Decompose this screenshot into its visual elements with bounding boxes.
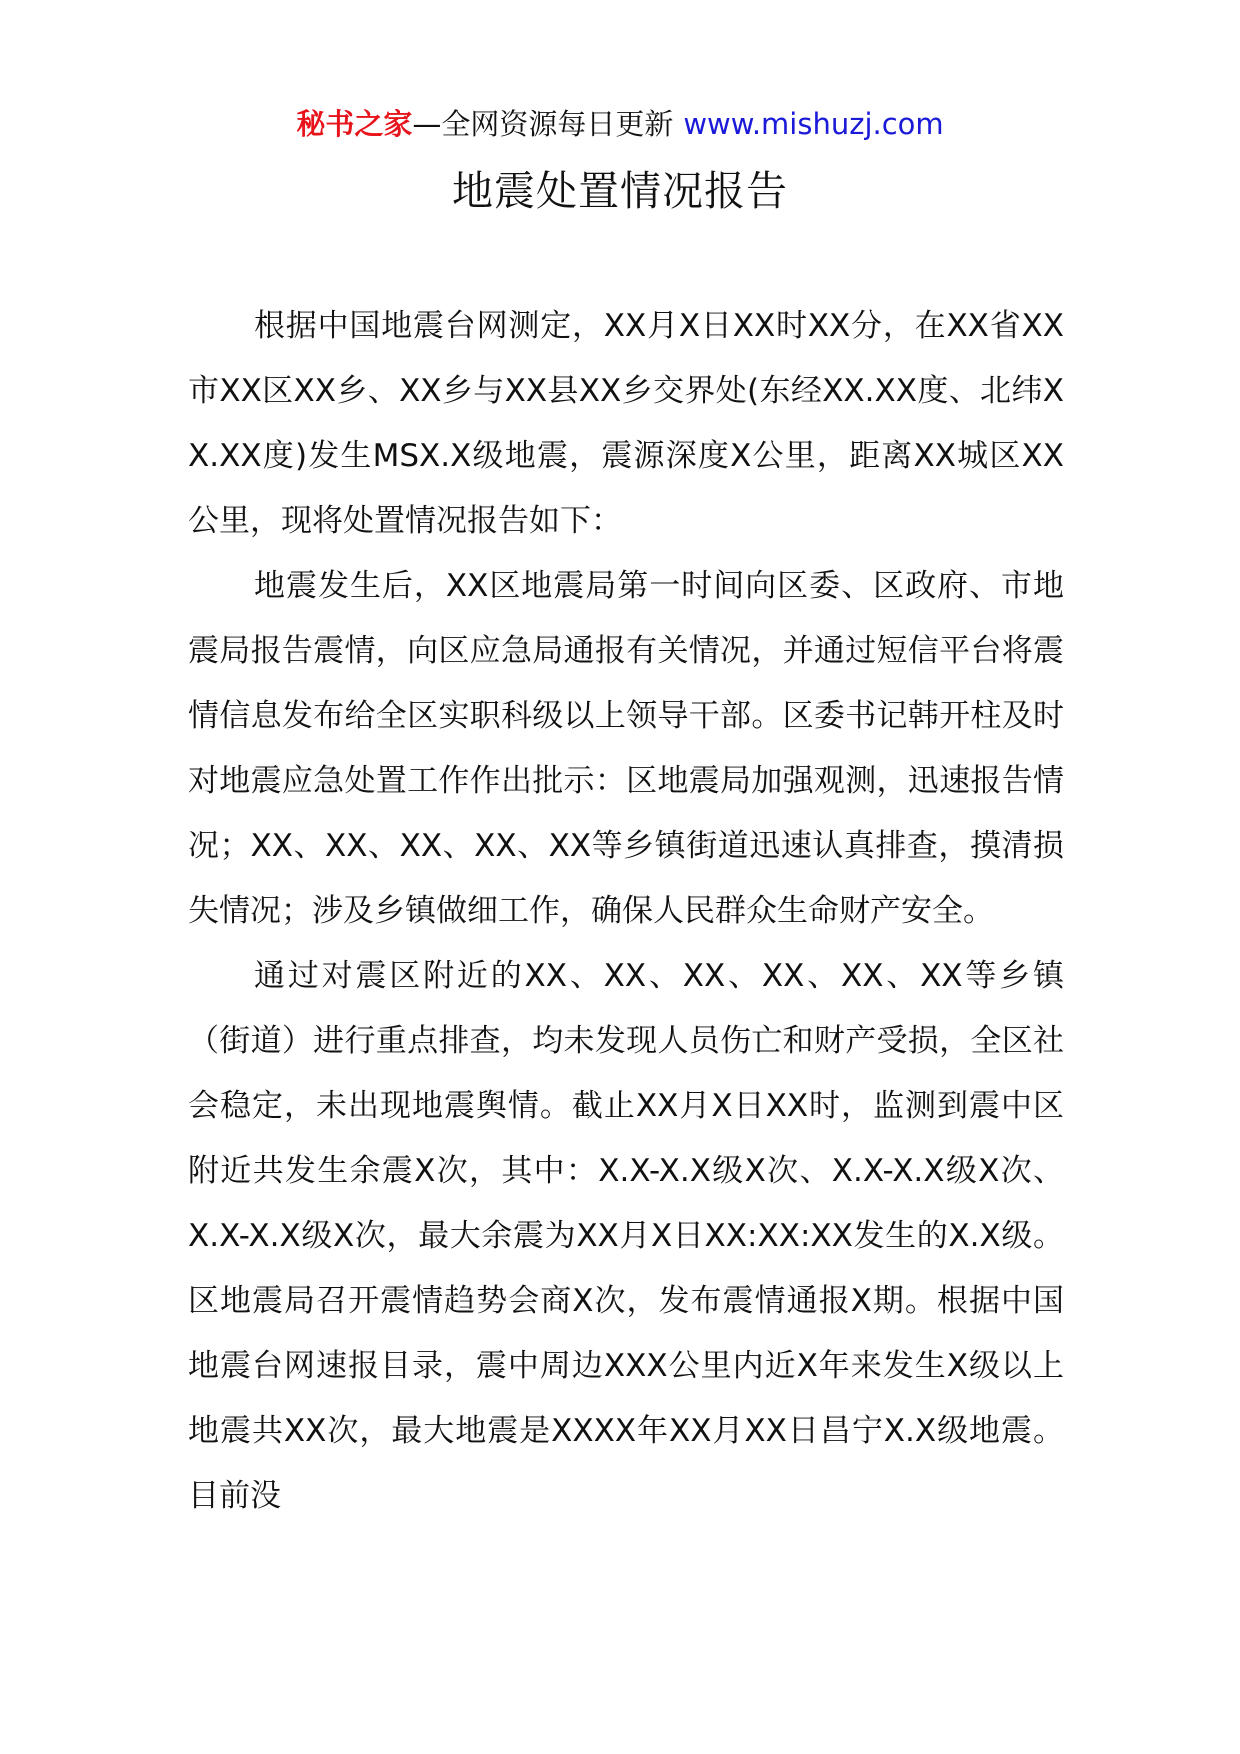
paragraph-response: 地震发生后，XX区地震局第一时间向区委、区政府、市地震局报告震情，向区应急局通报有关情况，并通过短信平台将震情信息发布给全区实职科级以上领导干部。区委书记韩开柱及时对地震应急处置工作作出批示：区地震局加强观测，迅速报告情况；XX、XX、XX、XX、XX等乡镇街道迅速认真排查，摸清损失情况；涉及乡镇做细工作，确保人民群众生命财产安全。: [188, 568, 1064, 929]
site-brand: 秘书之家: [296, 107, 413, 141]
site-slogan: —全网资源每日更新: [412, 107, 674, 141]
paragraph-intro: 根据中国地震台网测定，XX月X日XX时XX分，在XX省XX市XX区XX乡、XX乡与XX县XX乡交界处(东经XX.XX度、北纬XX.XX度)发生MSX.X级地震，震源深度X公里，距离XX城区XX公里，现将处置情况报告如下：: [188, 308, 1064, 539]
paragraph-investigation: 通过对震区附近的XX、XX、XX、XX、XX、XX等乡镇（街道）进行重点排查，均未发现人员伤亡和财产受损，全区社会稳定，未出现地震舆情。截止XX月X日XX时，监测到震中区附近共发生余震X次，其中：X.X-X.X级X次、X.X-X.X级X次、X.X-X.X级X次，最大余震为XX月X日XX:XX:XX发生的X.X级。区地震局召开震情趋势会商X次，发布震情通报X期。根据中国地震台网速报目录，震中周边XXX公里内近X年来发生X级以上地震共XX次，最大地震是XXXX年XX月XX日昌宁X.X级地震。目前没: [188, 958, 1064, 1514]
document-title: 地震处置情况报告: [452, 167, 788, 215]
document-body: [188, 294, 1064, 1529]
site-url-link[interactable]: www.mishuzj.com: [683, 107, 944, 141]
site-header: [0, 104, 1240, 144]
